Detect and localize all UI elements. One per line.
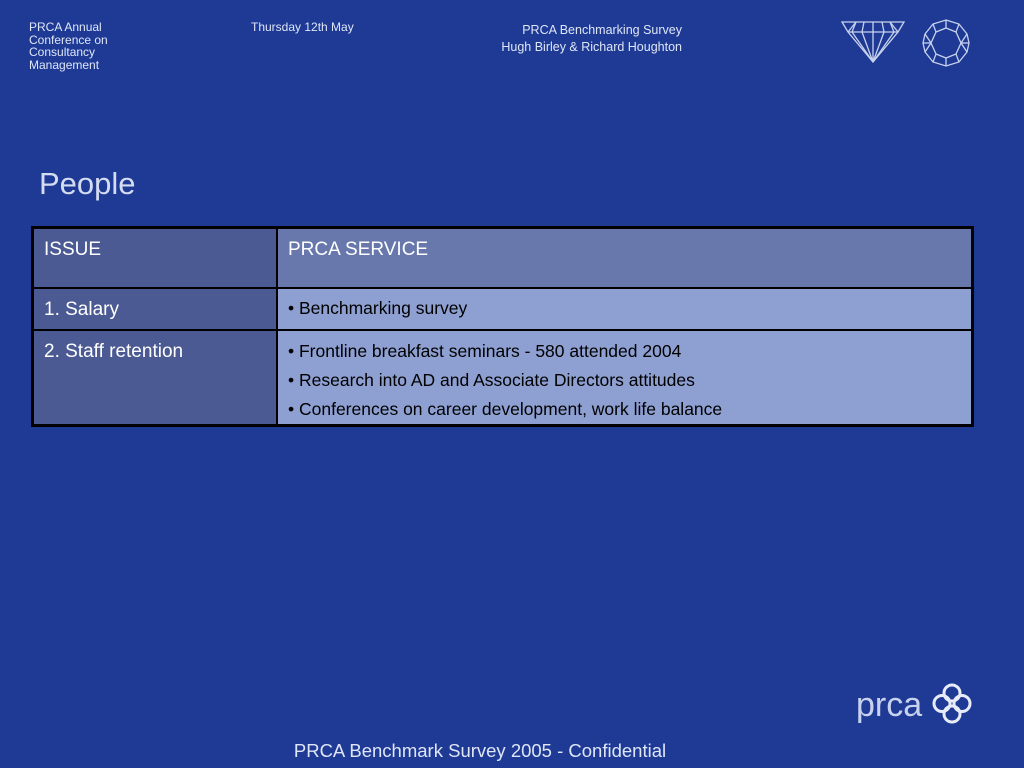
diamond-icon (838, 18, 908, 64)
survey-name: PRCA Benchmarking Survey (522, 23, 682, 37)
service-list (278, 289, 971, 323)
footer-text: PRCA Benchmark Survey 2005 - Confidential (293, 740, 667, 761)
header-label: ISSUE (44, 239, 102, 260)
slide-title: People (39, 166, 136, 201)
service-item: • Conferences on career development, work life balance (288, 399, 723, 419)
survey-credits (501, 22, 682, 56)
issue-label: 1. Salary (44, 299, 119, 320)
header-cell-service (277, 228, 973, 289)
issue-cell (33, 330, 278, 426)
service-item: • Research into AD and Associate Directors attitudes (288, 370, 695, 390)
conference-name-line: Conference on (29, 32, 108, 47)
prca-logo (856, 680, 976, 728)
header-label: PRCA SERVICE (288, 239, 429, 260)
issue-label: 2. Staff retention (44, 341, 184, 362)
table-row (33, 330, 973, 426)
conference-name-line: PRCA Annual (29, 20, 102, 34)
logo-wordmark: prca (856, 686, 923, 724)
table-header-row (33, 228, 973, 289)
gem-icon (921, 18, 971, 68)
service-list (278, 331, 971, 424)
issue-cell (33, 288, 278, 330)
table-row (33, 288, 973, 330)
service-item: • Frontline breakfast seminars - 580 attended 2004 (288, 341, 682, 361)
header-date: Thursday 12th May (251, 20, 354, 34)
conference-name-line: Management (29, 57, 100, 72)
conference-name (29, 21, 139, 71)
issues-table (31, 226, 974, 427)
service-item: • Benchmarking survey (288, 298, 468, 318)
conference-name-line: Consultancy (29, 45, 96, 59)
service-cell (277, 288, 973, 330)
interlocking-rings-icon (934, 685, 970, 722)
header-cell-issue (33, 228, 278, 289)
survey-authors: Hugh Birley & Richard Houghton (501, 40, 682, 54)
service-cell (277, 330, 973, 426)
